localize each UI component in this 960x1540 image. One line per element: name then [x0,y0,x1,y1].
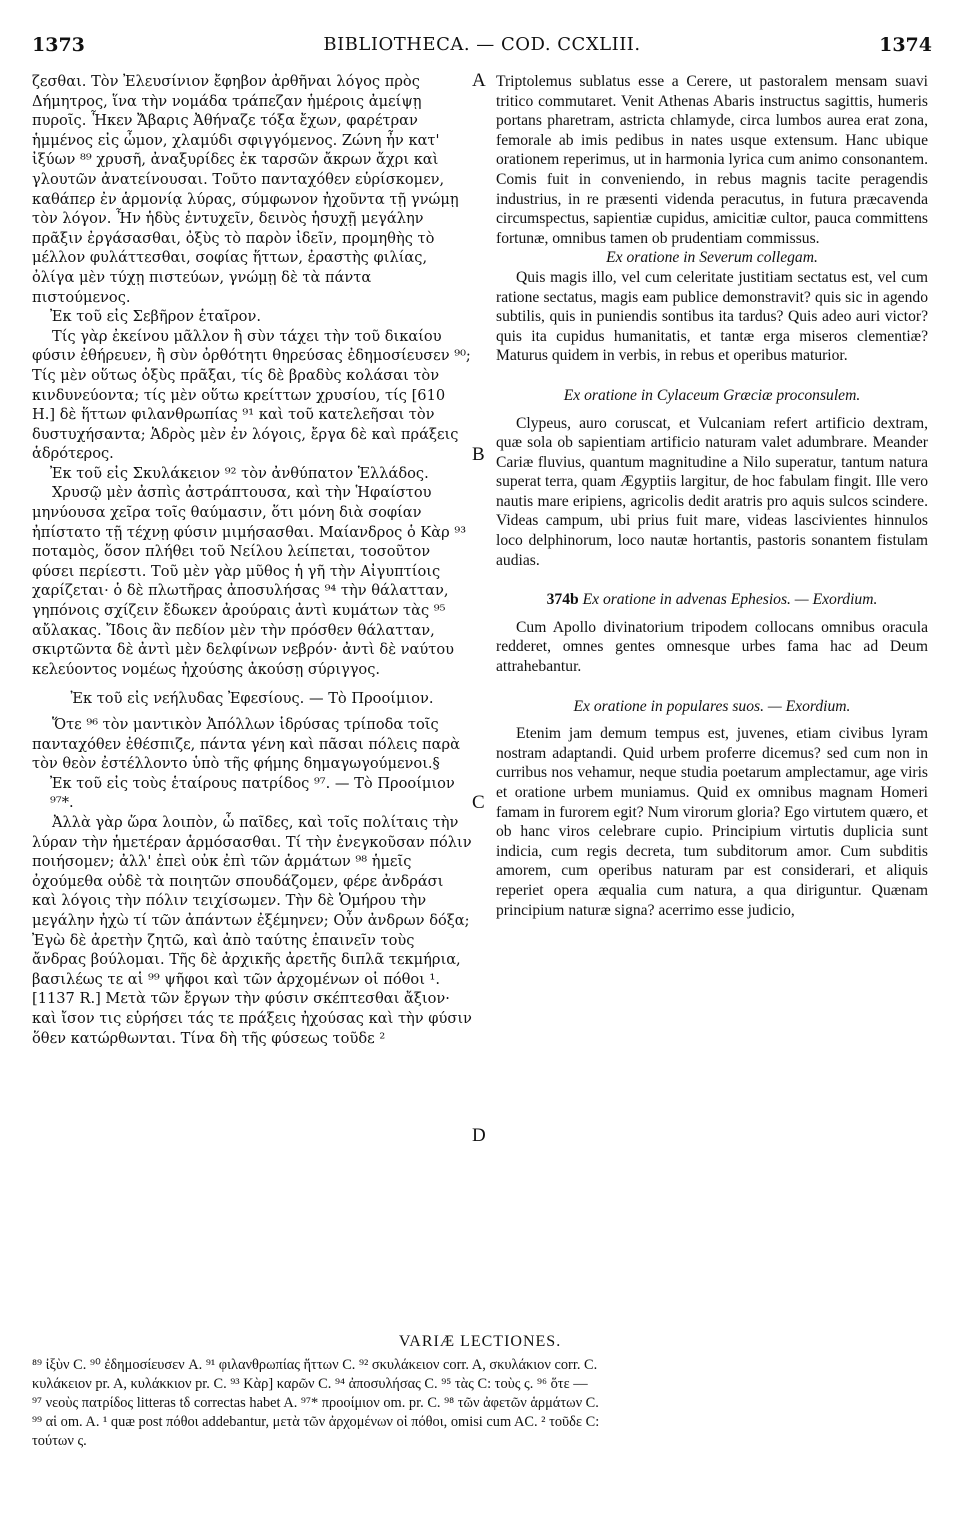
variae-lectiones-title: VARIÆ LECTIONES. [398,1333,562,1350]
latin-paragraph: Triptolemus sublatus esse a Cerere, ut pastoralem mensam suavi tritico commutaret. Venit Athenas Abaris instructus sagittis, humeris portans pharetram, astricta chlamyde, circa lumbos aurea erat zona, femorale ab imis pedibus in nates usque extensum. Hanc ubique orationem reperimus, ut in harmonia lyrica cum animo consonantem. Comis fuit in conveniendo, in rebus magnis tacite peragendis industrius, in re præsenti videnda peracutus, in futura præcavenda circumspectus, sapientiæ cupidus, amicitiæ cultor, pauca committens fortunæ, omnibus tamen ob prudentiam commissus. [496,73,928,247]
greek-paragraph: Ἀλλὰ γὰρ ὥρα λοιπὸν, ὦ παῖδες, καὶ τοῖς πολίταις τὴν λύραν τὴν ἡμετέραν ἁρμόσασθαι. Τί τὴν ἐνεγκοῦσαν πόλιν ποιήσομεν; ἀλλ' ἐπεὶ οὐκ ἐπὶ τῶν ἁρμάτων ⁹⁸ ἡμεῖς ὀχούμεθα οὐδὲ τὰ ποιητῶν σπουδάζομεν, φέρε ἀνδράσι καὶ λόγοις τὴν πόλιν τειχίσωμεν. Τὴν δὲ Ὁμήρου τὴν μεγάλην ἠχὼ τί τῶν ἀπάντων ἐξέμηνεν; Οὖν ἀνδρων δόξα; Ἐγὼ δὲ ἀρετὴν ζητῶ, καὶ ἀπὸ ταύτης ἐπαινεῖν τοὺς ἄνδρας βούλομαι. Τῆς δὲ ἀρχικῆς ἀρετῆς διπλᾶ τεκμήρια, βασιλέως τε αἱ ⁹⁹ ψῆφοι καὶ τῶν ἀρχομένων οἱ πόθοι ¹. [1137 R.] Μετὰ τῶν ἔργων τὴν φύσιν σκέπτεσθαι ἄξιον· καὶ ἴσον τις εὑρήσει τάς τε πράξεις ἠχούσας καὶ τὴν φύσιν ὅθεν κατώρθωνται. Τίνα δὴ τῆς φύσεως τοῦδε ² [32,813,472,1047]
greek-section-heading: Ἐκ τοῦ εἰς Σεβῆρον ἑταῖρον. [50,308,261,326]
margin-marker-d: D [472,1125,486,1146]
latin-section-heading: Ex oratione in Cylaceum Græciæ proconsulem. [563,386,861,404]
latin-paragraph: Quis magis illo, vel cum celeritate justitiam sectatus est, vel cum ratione sectatus, magis eam publice demonstravit? quis sic in agendo subtilis, quis in puniendis sontibus ita tardus? Quis adeo auri victor? quis ita cupidus humanitatis, et tantæ erga miseros clementiæ? Maturus quidem in verbis, in rebus et operibus maturior. [496,268,928,365]
running-title: BIBLIOTHECA. — COD. CCXLIII. [323,34,641,55]
margin-marker-a: A [472,70,486,91]
greek-paragraph: Χρυσῷ μὲν ἀσπὶς ἀστράπτουσα, καὶ τὴν Ἡφαίστου μηνύουσα χεῖρα τοῖς θαύμασιν, ὅτι μόνη διὰ σοφίαν ἠπίστατο τῇ τέχνῃ φύσιν μιμήσασθαι. Μαίανδρος ὁ Κὰρ ⁹³ ποταμὸς, ὅσον πλήθει τοῦ Νείλου λείπεται, τοσοῦτον φύσει περίεστι. Τοῦ μὲν γὰρ μῦθος ἡ γῆ τὴν Αἰγυπτίοις χαρίζεται· ὁ δὲ πλωτῆρας ἀποσυλήσας ⁹⁴ τὴν θάλατταν, γηπόνοις σχίζειν ἔδωκεν ἀρούραις ἀντὶ κυμάτων τὰς ⁹⁵ αὔλακας. Ἴδοις ἂν πεδίον μὲν τὴν πρόσθεν θάλατταν, σκιρτῶντα δὲ ἀντὶ μὲν δελφίνων νεβρόν· ἀντὶ δὲ ναύτου κελεύοντος νομέως ἠχούσης ἀκούσῃ σύριγγος. [32,484,467,678]
greek-section-heading: Ἐκ τοῦ εἰς Σκυλάκειον ⁹² τὸν ἀνθύπατον Ἑλλάδος. [50,464,429,482]
section-heading-text: Ex oratione in advenas Ephesios. — Exordium. [582,591,878,609]
greek-section-heading: Ἐκ τοῦ εἰς τοὺς ἑταίρους πατρίδος ⁹⁷. — Τὸ Προοίμιον ⁹⁷*. [50,774,455,812]
note-line: κυλάκειον pr. A, κυλάκκιον pr. C. ⁹³ Κὰρ] καρῶν C. ⁹⁴ ἀποσυλήσας C. ⁹⁵ τὰς C: τοὺς ς. ⁹⁶ ὅτε — [32,1376,588,1392]
latin-section-heading: Ex oratione in populares suos. — Exordium. [573,697,851,715]
page-header [32,34,932,62]
latin-column [496,72,928,920]
greek-section-heading: Ἐκ τοῦ εἰς νεήλυδας Ἐφεσίους. — Τὸ Προοίμιον. [70,690,434,708]
margin-marker-b: B [472,444,485,465]
latin-paragraph: Etenim jam demum tempus est, juvenes, etiam civibus lyram nostram adaptandi. Quid urbem proferre dicemus? sed cum non in curribus nos vehamur, neque studia poetarum amplectamur, age viris et oratione urbem muniamus. Quid ex omnibus magnam Homeri famam in furorem egit? Num virorum gloria? Ego virtutem quæro, et ob hanc viros celebrare cupio. Principium virtutis duplicia sunt indicia, cum regis decreta, tum subditorum amor. Cum subditis amorem, cum operibus naturam par est considerari, et aliquis reperiet opera æqualia cum natura, a qua diriguntur. Quænam principium naturæ signa? acerrimo esse judicio, [496,725,928,919]
note-line: ⁸⁹ ἰξὺν C. ⁹⁰ ἐδημοσίευσεν A. ⁹¹ φιλανθρωπίας ἥττων C. ⁹² σκυλάκειον corr. A, σκυλάκιον corr. C. [32,1357,598,1373]
latin-section-heading: Ex oratione in Severum collegam. [606,249,818,267]
latin-paragraph: Clypeus, auro coruscat, et Vulcaniam refert artificio dextram, quæ sola ob sapientiam artificio naturam valet adumbrare. Meander Cariæ fluvius, quantum magnitudine a Nilo superatur, tantum natura superat terra, quam Ægyptiis largitur, de hoc fabulam fingit. Ille vero nautis mare eripiens, agricolis dedit aratris pro aquis sulcos scindere. Videas campum, ubi prius fuit mare, videas lascivientes hinnulos loco delphinorum, loco nautæ hortantis, pastoris sonantem fistulam audias. [496,414,928,569]
page-number-right: 1374 [879,34,932,56]
note-line: τούτων ς. [32,1433,87,1449]
greek-paragraph: Ὅτε ⁹⁶ τὸν μαντικὸν Ἀπόλλων ἱδρύσας τρίποδα τοῖς πανταχόθεν ἐθέσπιζε, πάντα γένη καὶ πᾶσαι πόλεις παρὰ τὸν θεὸν ἐστέλλοντο ὑπὸ τῆς φήμης δημαγωγούμενοι.§ [32,716,460,773]
note-line: ⁹⁹ αἱ om. A. ¹ quæ post πόθοι addebantur, μετὰ τῶν ἀρχομένων οἱ πόθοι, omisi cum AC. ² τοῦδε C: [32,1414,600,1430]
latin-section-heading [496,590,928,610]
section-number: 374b [546,591,579,609]
variant-readings-notes [32,1356,930,1451]
latin-paragraph: Cum Apollo divinatorium tripodem collocans omnibus oracula redderet, omnes gentes omnesque urbes fama hac ad Deum attrahebantur. [496,618,928,676]
greek-paragraph: Τίς γὰρ ἐκείνου μᾶλλον ἢ σὺν τάχει τὴν τοῦ δικαίου φύσιν ἐθήρευεν, ἢ σὺν ὀρθότητι θηρεύσας ἐδημοσίευσεν ⁹⁰; Τίς μὲν οὕτως ὀξὺς πρᾶξαι, τίς δὲ βραδὺς κολάσαι τὸν κινδυνεύοντα; τίς μὲν οὕτω κρείττων χρυσίου, τίς [610 H.] δὲ ἥττων φιλανθρωπίας ⁹¹ καὶ τοῦ κατελεῆσαι τὸν δυστυχήσαντα; Ἁδρὸς μὲν ἐν λόγοις, ἔργα δὲ καὶ πράξεις ἁδρότερος. [32,327,471,463]
page-number-left: 1373 [32,34,85,56]
margin-marker-c: C [472,792,485,813]
note-line: ⁹⁷ νεοὺς πατρίδος litteras tδ correctas habet A. ⁹⁷* προοίμιον om. pr. C. ⁹⁸ τῶν ἀφετῶν ἁρμάτων C. [32,1395,599,1411]
greek-paragraph: ζεσθαι. Τὸν Ἐλευσίνιον ἔφηβον ἀρθῆναι λόγος πρὸς Δήμητρος, ἵνα τὴν νομάδα τράπεζαν ἡμέροις ἀμείψῃ πυροῖς. Ἧκεν Ἄβαρις Ἀθήναζε τόξα ἔχων, φαρέτραν ἡμμένος εἰς ὦμον, χλαμύδι σφιγγόμενος. Ζώνη ἦν κατ' ἰξύων ⁸⁹ χρυσῆ, ἀναξυρίδες ἐκ ταρσῶν ἄκρων ἄχρι καὶ γλουτῶν ἀνατείνουσαι. Τοῦτο πανταχόθεν εὑρίσκομεν, καθάπερ ἐν ἁρμονίᾳ λύρας, σύμφωνον ἠχοῦντα τῇ γνώμῃ τὸν λόγον. Ἦν ἡδὺς ἐντυχεῖν, δεινὸς ἡσυχῇ μεγάλην πρᾶξιν ἐργάσασθαι, ὀξὺς τὸ παρὸν ἰδεῖν, προμηθὴς τὸ μέλλον φυλάττεσθαι, σοφίας ἥττων, ἐραστὴς φιλίας, ὀλίγα μὲν τύχῃ πιστεύων, γνώμῃ δὲ τὰ πάντα πιστούμενος. [32,73,459,306]
greek-column [32,72,472,1048]
